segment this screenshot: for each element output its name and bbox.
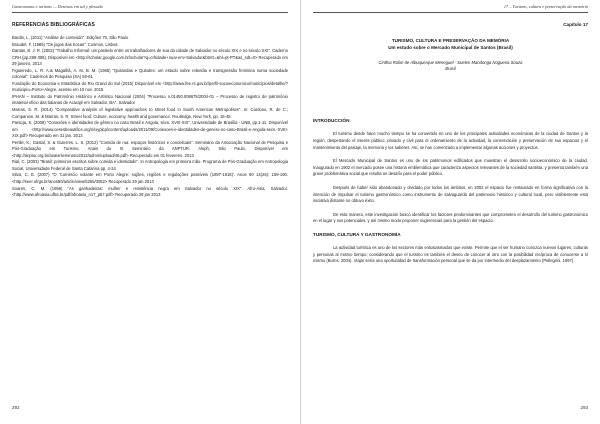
paragraph: El Mercado Municipal de Santos es uno de los patrimonios edificados que muestran el desarrollo socioeconómico de la ciudad. Inaugurado en 1902 el mercado posee una historia emblemática que caracteriza aspectos relevantes de la sociedad santista, y presenta también una grave problemática social que resulta un desafío para el poder público.: [313, 158, 588, 177]
reference-item: Pantoja, S. (2008) "Conexões e identidades de gênero no caso Brasil e Angola, sécs. XVIII-XIX". Universidade de Brasília - UNB, pp.1-11. Disponível em <http://www.cesesbeautifics.org/ni/xyplcp/content/uploads/2011/09/Conexoes-e-identidades-de-genero-no-caso-Brasil-e-Angola-secs.-XVIII-XIX.pdf> Recuperado em 31 jan. 2013: [12, 120, 288, 139]
reference-item: Figueiredo, L. R. A.& Magalhã, A. M. B. M. (1985) "Quitandas e Quitutes: um estudo sobre rebeldia e transgressão feminina numa sociedade colonial". Cadernos de Pesquisa (SA) 50-61: [12, 67, 288, 80]
right-page-number: 293: [580, 405, 588, 410]
reference-item: IPHAN – Instituto do Patrimônio Histórico e Artístico Nacional (2004) "Processo n.01450.008675/2004-01 – Processo de registro de patrimônio imaterial ofício das baianas de Acarajé em Salvador, BA". Salvador: [12, 93, 288, 106]
chapter-label: Capítulo 17: [563, 22, 588, 27]
reference-item: Marras, S. R. (2014) "Comparative analysis of legislative approaches to street food in South American Metropolises". In: Cardoso, R. de C.; Companion, M. & Marras, S. R. Street food: Culture, economy, health and governance. Routledge, New York, pp. 15-45: [12, 107, 288, 119]
chapter-subtitle: Um estudo sobre o Mercado Municipal de Santos (Brasil): [388, 44, 513, 50]
reference-item: Pertile, K.; Gastal, S. & Guterres, L. S. (2012) "Comida de rua: espaços históricos e conceituais". Seminário da Associação Nacional de Pesquisa e Pós-Graduação em Turismo. Anais do IX Seminário da ANPTUR. Aleph, São Paulo. Disponível em <http://anptur.org.br/anais/seminario2012/admin/upload/46.pdf> Recuperado em 01 fevereiro, 2013: [12, 139, 288, 158]
left-running-header: Gastronomia e turismo — Destinos em sal y plenada: [12, 4, 288, 13]
paragraph: Después de haber sido abandonado y olvidado por todos los ámbitos, en 2002 el espacio fue restaurado en forma significativa con la intención de impulsar el turismo gastronómico como instrumento de salvaguarda del patrimonio histórico y cultural local, pero visiblemente esta iniciativa distante no obtuvo éxito.: [313, 184, 588, 204]
reference-list: [12, 35, 288, 199]
author-country: Brasil: [445, 66, 456, 72]
paragraph: De esta manera, este investigación buscó identificar los factores predominantes que comprometen el desarrollo del turismo gastronómico en el lugar y sus potenciales, y así mismo modo proponer sugerencias para la gestión del espacio.: [313, 211, 588, 224]
reference-item: Rial, C. (2003) "Brasil: primeiros escritos sobre comida e identidade". In Antropologia em primeira mão. Programa de Pós-Graduação em Antropologia Social, Universidade Federal de Santa Catarina pp. 4-24: [12, 159, 288, 171]
reference-item: Silva, C. E. (2007) "O 'Comércio volante em Porto Alegre: sujões, regiões e regulações possíveis (1897-1918)'. Anos 90 14(26): 159-190. <http://seer.ufrgs.br/anos90/article/view/5265/3052> Recuperado 29 jan 2013: [12, 172, 288, 185]
right-running-header: 17 – Turismo, cultura e preservação da memória: [313, 4, 588, 13]
paragraph: La actividad turística es uno de los sectores más entusiasmados que existe. Permite que el ser humano conozca nuevos lugares, culturas y personas al mismo tiempo; considerando que el turismo es también el deseo de conocer al otro con la posibilidad recíproca de conocerse a sí mismo (Burns, 2004). Viajar sería una oportunidad de transformación personal que se da por intermedio del desplazamiento (Pellegrini, 1997).: [313, 244, 588, 264]
reference-item: Fundação do Economia e Estatística do Rio Grand do Sul (2015) Disponível em <http://www.fee.rs.gov.br/perfil-socioeconomico/municipios/detalhe/?municipio=Porto+Alegre, acesso em 10 nov. 2015: [12, 80, 288, 93]
chapter-title: TURISMO, CULTURA E PRESERVAÇÃO DA MEMÓRIA: [391, 38, 510, 43]
section2-body: [313, 245, 588, 265]
reference-item: Bardin, L. (2011) "Análise de conteúdo". Edições 70, São Paulo: [12, 35, 129, 40]
reference-item: Soares, C. M. (1996) "As ganhadeiras: mulher e resistência negra em Salvador no século XIX". Afro-Ásia, Salvador. <http://www.afroasia.ufba.br/pdf/afroasia_n17_p57.pdf> Recuperado 29 jan 2013: [12, 185, 288, 198]
intro-body: [313, 131, 588, 225]
authors: Cinthia Rolim de Albuquerque Meneguel - Suelen Mandonga Nogueira Souza: [378, 60, 523, 65]
reference-item: Dantas, B. J. R. (2002) "Trabalho Informal: um paralelo entre os trabalhadores de sua da cidade de Salvador no século XIX e no século XXI". Caderno CRH (pp.289-308). Disponível em <http://scholar.google.com.br/scholar?q=crhidade+nua+em+Salvador&btnG=&hl=pt-PT&as_sdt=0> Recuperado em 29 janeiro, 2013: [12, 48, 288, 67]
reference-item: Braudel, F. (1985) "Os jogos das trocas". Cosmos, Lisboa: [12, 41, 118, 47]
references-heading: REFERENCIAS BIBLIOGRÁFICAS: [12, 22, 95, 28]
intro-heading: INTRODUCCIÓN: [313, 118, 350, 124]
paragraph: El turismo desde hace mucho tiempo se ha convertido en uno de los principales actividades económicas de la ciudad de Santos y la región, despertando el interés público, privado y civil para el ordenamiento de la actividad, la conservación y preservación de sus espacios y el mantenimiento del paisaje, la memoria y los saberes. Así, se han comenzado a implementar algunas acciones y proyectos.: [313, 131, 588, 150]
section2-heading: TURISMO, CULTURA Y GASTRONOMÍA: [313, 231, 401, 237]
right-page: [300, 0, 600, 424]
left-page-number: 292: [12, 405, 20, 410]
